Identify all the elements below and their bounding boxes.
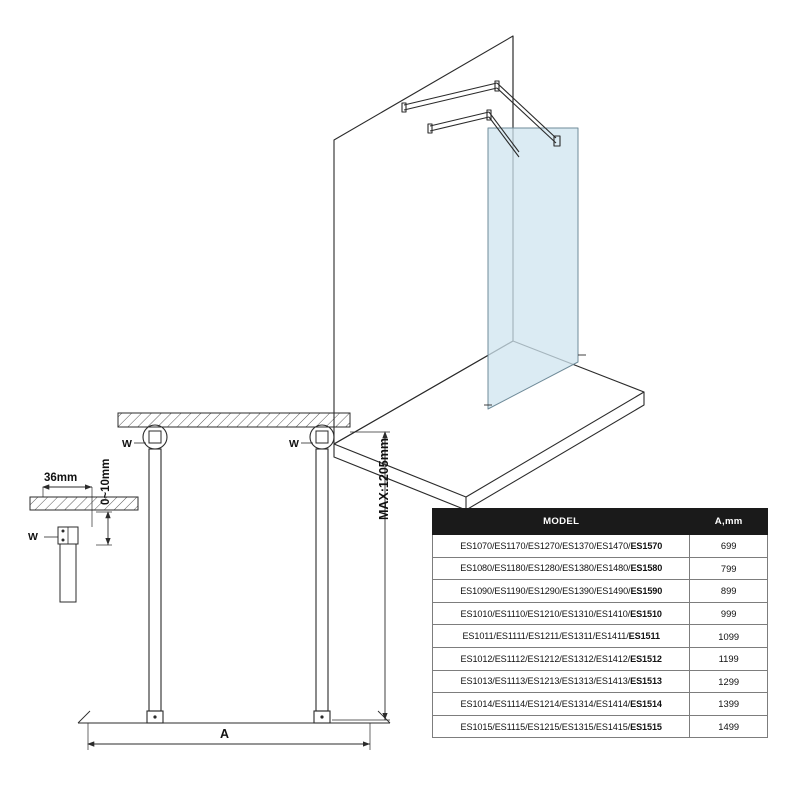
model-highlight: ES1512: [630, 653, 662, 664]
model-prefix: ES1012/ES1112/ES1212/ES1312/ES1412/: [460, 653, 631, 664]
table-cell-model: [433, 693, 690, 716]
table-cell-a-value: 699: [690, 535, 768, 558]
table-row: [433, 693, 768, 716]
table-row: [433, 602, 768, 625]
table-header-a-mm: A,mm: [690, 509, 768, 535]
table-cell-model: [433, 647, 690, 670]
dimension-label-gap-0-10mm: 0~10mm: [100, 458, 112, 505]
model-highlight: ES1510: [630, 608, 662, 619]
table-row: [433, 625, 768, 648]
table-cell-a-value: 1299: [690, 670, 768, 693]
model-prefix: ES1010/ES1110/ES1210/ES1310/ES1410/: [460, 608, 631, 619]
table-cell-a-value: 1099: [690, 625, 768, 648]
wall-marker-label-detail: W: [28, 531, 38, 543]
table-cell-model: [433, 602, 690, 625]
table-cell-a-value: 799: [690, 557, 768, 580]
table-row: [433, 715, 768, 738]
model-prefix: ES1080/ES1180/ES1280/ES1380/ES1480/: [460, 563, 631, 574]
wall-marker-label-left: W: [122, 438, 132, 450]
table-cell-model: [433, 625, 690, 648]
table-body: [433, 535, 768, 738]
model-highlight: ES1580: [630, 563, 663, 574]
table-cell-a-value: 1399: [690, 693, 768, 716]
table-row: [433, 647, 768, 670]
model-highlight: ES1515: [630, 721, 662, 732]
table-row: [433, 535, 768, 558]
wall-bracket-detail: [30, 487, 138, 602]
dimension-label-a: A: [220, 727, 230, 741]
table-cell-a-value: 999: [690, 602, 768, 625]
table-header-model: MODEL: [433, 509, 690, 535]
model-prefix: ES1011/ES1111/ES1211/ES1311/ES1411/: [462, 631, 629, 642]
model-highlight: ES1513: [630, 676, 662, 687]
model-prefix: ES1013/ES1113/ES1213/ES1313/ES1413/: [460, 676, 631, 687]
model-prefix: ES1014/ES1114/ES1214/ES1314/ES1414/: [460, 698, 631, 709]
table-row: [433, 557, 768, 580]
model-highlight: ES1570: [630, 540, 663, 551]
model-prefix: ES1090/ES1190/ES1290/ES1390/ES1490/: [460, 585, 631, 596]
model-highlight: ES1514: [630, 698, 662, 709]
table-cell-model: [433, 557, 690, 580]
model-highlight: ES1511: [628, 631, 660, 642]
dimension-label-max-height: MAX:1205mm: [377, 438, 391, 520]
table-cell-model: [433, 715, 690, 738]
model-prefix: ES1015/ES1115/ES1215/ES1315/ES1415/: [460, 721, 631, 732]
front-elevation-view: [78, 413, 390, 750]
table-row: [433, 670, 768, 693]
table-cell-model: [433, 535, 690, 558]
dimension-label-width-36mm: 36mm: [44, 472, 78, 484]
model-highlight: ES1590: [630, 585, 663, 596]
table-cell-a-value: 1199: [690, 647, 768, 670]
table-cell-a-value: 899: [690, 580, 768, 603]
table-row: [433, 580, 768, 603]
table-cell-a-value: 1499: [690, 715, 768, 738]
table-header-row: [433, 509, 768, 535]
model-dimension-table: [432, 508, 768, 738]
table-cell-model: [433, 670, 690, 693]
table-cell-model: [433, 580, 690, 603]
model-prefix: ES1070/ES1170/ES1270/ES1370/ES1470/: [460, 540, 631, 551]
wall-marker-label-right: W: [289, 438, 299, 450]
